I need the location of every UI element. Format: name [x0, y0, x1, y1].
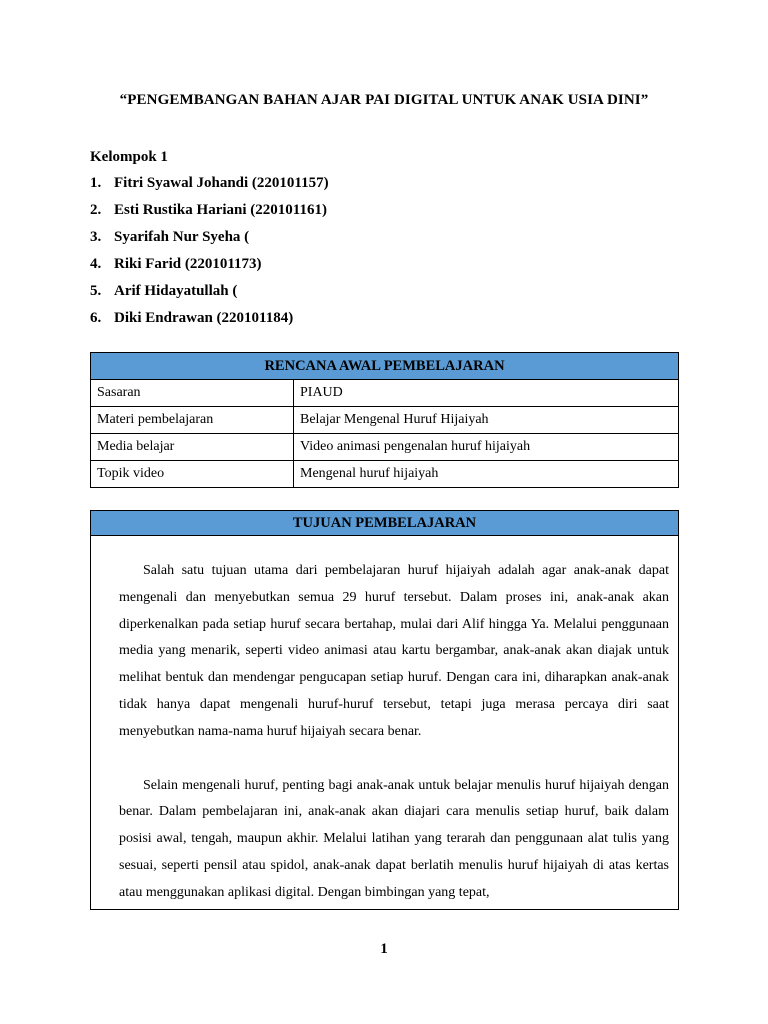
lesson-plan-table: [90, 352, 679, 488]
goals-header: TUJUAN PEMBELAJARAN: [91, 511, 678, 536]
member-item: [90, 197, 329, 224]
learning-goals-box: [90, 510, 679, 910]
group-section: [90, 146, 329, 332]
member-item: [90, 278, 329, 305]
member-number: 1.: [90, 175, 102, 191]
row-value: PIAUD: [294, 380, 679, 407]
page-number: 1: [380, 941, 388, 957]
member-number: 2.: [90, 202, 102, 218]
member-name: Syarifah Nur Syeha (: [114, 229, 250, 245]
document-title: “PENGEMBANGAN BAHAN AJAR PAI DIGITAL UNTUK ANAK USIA DINI”: [119, 92, 649, 108]
goals-paragraph: Salah satu tujuan utama dari pembelajaran huruf hijaiyah adalah agar anak-anak dapat mengenali dan menyebutkan semua 29 huruf tersebut. Dalam proses ini, anak-anak akan diperkenalkan pada setiap huruf secara bertahap, mulai dari Alif hingga Ya. Melalui penggunaan media yang menarik, seperti video animasi atau kartu bergambar, anak-anak akan diajak untuk melihat bentuk dan mendengar pengucapan setiap huruf. Dengan cara ini, diharapkan anak-anak tidak hanya dapat mengenali huruf-huruf tersebut, tetapi juga merasa percaya diri saat menyebutkan nama-nama huruf hijaiyah secara benar.: [119, 563, 669, 739]
member-number: 3.: [90, 229, 102, 245]
member-number: 4.: [90, 256, 102, 272]
row-label: Materi pembelajaran: [91, 407, 294, 434]
member-name: Esti Rustika Hariani (220101161): [114, 202, 327, 218]
goals-paragraph: Selain mengenali huruf, penting bagi anak-anak untuk belajar menulis huruf hijaiyah dengan benar. Dalam pembelajaran ini, anak-anak akan diajari cara menulis setiap huruf, baik dalam posisi awal, tengah, maupun akhir. Melalui latihan yang terarah dan penggunaan alat tulis yang sesuai, seperti pensil atau spidol, anak-anak dapat berlatih menulis huruf hijaiyah di atas kertas atau menggunakan aplikasi digital. Dengan bimbingan yang tepat,: [119, 777, 669, 900]
row-label: Topik video: [91, 461, 294, 488]
row-value: Video animasi pengenalan huruf hijaiyah: [294, 434, 679, 461]
table-header: RENCANA AWAL PEMBELAJARAN: [91, 353, 679, 380]
member-item: [90, 170, 329, 197]
member-name: Arif Hidayatullah (: [114, 283, 238, 299]
member-item: [90, 305, 329, 332]
row-label: Sasaran: [91, 380, 294, 407]
goals-body: [91, 536, 678, 907]
member-name: Fitri Syawal Johandi (220101157): [114, 175, 329, 191]
member-name: Riki Farid (220101173): [114, 256, 262, 272]
table-header-row: [91, 353, 679, 380]
member-list: [90, 170, 329, 332]
row-value: Belajar Mengenal Huruf Hijaiyah: [294, 407, 679, 434]
member-number: 5.: [90, 283, 102, 299]
row-value: Mengenal huruf hijaiyah: [294, 461, 679, 488]
table-row: [91, 461, 679, 488]
member-name: Diki Endrawan (220101184): [114, 310, 294, 326]
table-row: [91, 434, 679, 461]
member-item: [90, 251, 329, 278]
group-heading: Kelompok 1: [90, 149, 168, 165]
table-row: [91, 407, 679, 434]
row-label: Media belajar: [91, 434, 294, 461]
member-number: 6.: [90, 310, 102, 326]
table-row: [91, 380, 679, 407]
member-item: [90, 224, 329, 251]
